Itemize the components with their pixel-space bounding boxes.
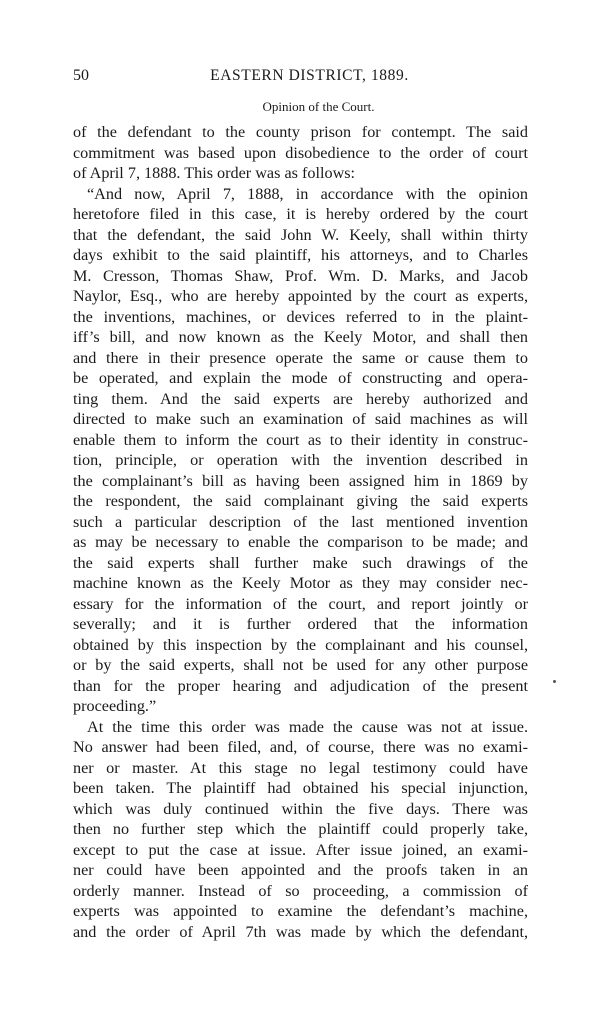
text-line: experts was appointed to examine the defendant’s machine, bbox=[73, 902, 528, 920]
text-line: ting them. And the said experts are hereby authorized and bbox=[73, 389, 528, 408]
running-title: EASTERN DISTRICT, 1889. bbox=[210, 67, 409, 84]
page-header bbox=[73, 66, 528, 88]
text-line: ner could have been appointed and the proofs taken in an bbox=[73, 861, 528, 879]
text-line: days exhibit to the said plaintiff, his attorneys, and to Charles bbox=[73, 246, 528, 264]
body-text bbox=[73, 122, 528, 942]
text-line: ner or master. At this stage no legal testimony could have bbox=[73, 758, 528, 777]
text-line: the inventions, machines, or devices referred to in the plaint- bbox=[73, 307, 528, 326]
text-line: obtained by this inspection by the complainant and his counsel, bbox=[73, 635, 528, 654]
text-line: such a particular description of the last mentioned invention bbox=[73, 512, 528, 531]
text-line: the respondent, the said complainant giving the said experts bbox=[73, 492, 528, 510]
text-line: the said experts shall further make such drawings of the bbox=[73, 553, 528, 572]
text-line: and there in their presence operate the same or cause them to bbox=[73, 348, 528, 367]
text-line: heretofore filed in this case, it is hereby ordered by the court bbox=[73, 205, 528, 223]
text-line: No answer had been filed, and, of course, there was no exami- bbox=[73, 738, 528, 756]
text-line: be operated, and explain the mode of constructing and opera- bbox=[73, 369, 528, 387]
section-subheading: Opinion of the Court. bbox=[262, 99, 375, 114]
text-line: essary for the information of the court, and report jointly or bbox=[73, 594, 528, 613]
text-line: severally; and it is further ordered that the information bbox=[73, 615, 528, 633]
text-line: as may be necessary to enable the comparison to be made; and bbox=[73, 533, 528, 551]
text-line: been taken. The plaintiff had obtained his special injunction, bbox=[73, 779, 528, 797]
text-line: then no further step which the plaintiff could properly take, bbox=[73, 820, 528, 838]
text-line: the complainant’s bill as having been assigned him in 1869 by bbox=[73, 471, 528, 490]
page-number: 50 bbox=[73, 67, 89, 84]
text-line: of the defendant to the county prison for contempt. The said bbox=[73, 123, 528, 141]
text-line: commitment was based upon disobedience to the order of court bbox=[73, 143, 528, 162]
text-line: directed to make such an examination of said machines as will bbox=[73, 410, 528, 428]
text-line: tion, principle, or operation with the invention described in bbox=[73, 451, 528, 469]
text-line: that the defendant, the said John W. Keely, shall within thirty bbox=[73, 225, 528, 244]
text-line: machine known as the Keely Motor as they may consider nec- bbox=[73, 574, 528, 592]
text-line: iff’s bill, and now known as the Keely Motor, and shall then bbox=[73, 328, 528, 346]
text-line: of April 7, 1888. This order was as follows: bbox=[73, 164, 356, 182]
text-line: orderly manner. Instead of so proceeding, a commission of bbox=[73, 881, 528, 900]
text-line: proceeding.” bbox=[73, 697, 157, 715]
text-line: which was duly continued within the five days. There was bbox=[73, 799, 528, 818]
margin-speck bbox=[553, 680, 556, 683]
text-line: “And now, April 7, 1888, in accordance with the opinion bbox=[87, 184, 528, 203]
text-line: except to put the case at issue. After issue joined, an exami- bbox=[73, 840, 528, 859]
text-line: At the time this order was made the cause was not at issue. bbox=[87, 717, 528, 736]
text-line: and the order of April 7th was made by which the defendant, bbox=[73, 922, 528, 941]
text-line: or by the said experts, shall not be used for any other purpose bbox=[73, 656, 528, 674]
text-line: enable them to inform the court as to their identity in construc- bbox=[73, 430, 528, 449]
text-line: M. Cresson, Thomas Shaw, Prof. Wm. D. Marks, and Jacob bbox=[73, 266, 528, 285]
text-line: than for the proper hearing and adjudication of the present bbox=[73, 676, 528, 695]
text-line: Naylor, Esq., who are hereby appointed by the court as experts, bbox=[73, 287, 528, 305]
